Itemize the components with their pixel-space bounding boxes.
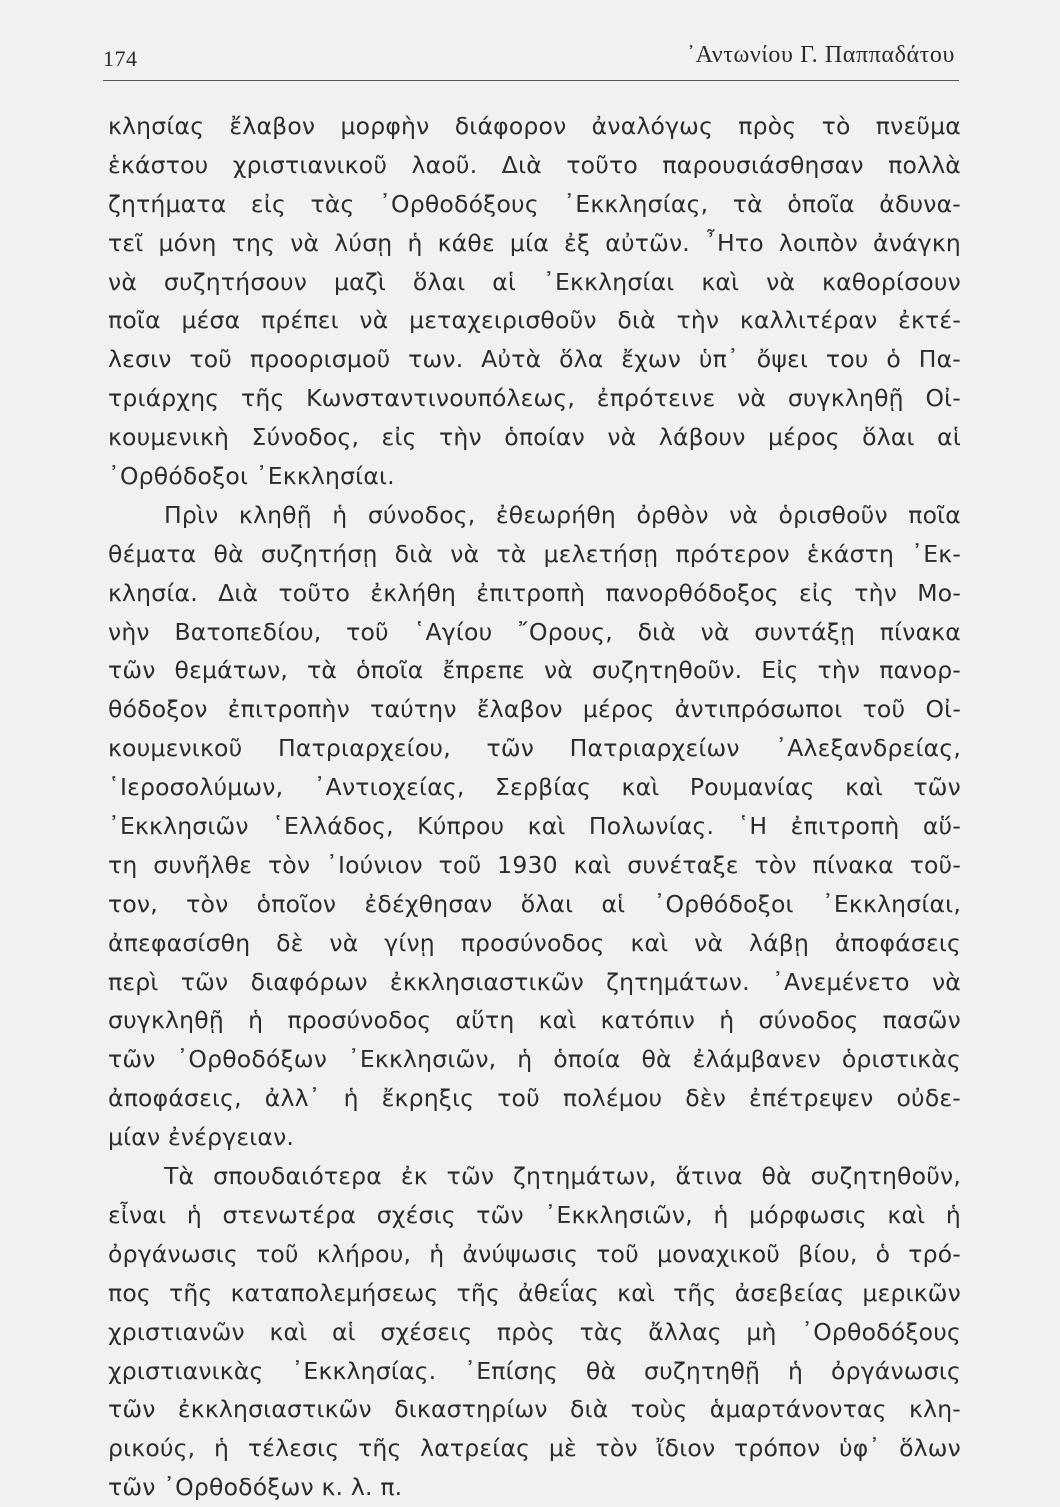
text-line: ποῖα μέσα πρέπει νὰ μεταχειρισθοῦν διὰ τὴν καλλιτέραν ἐκτέ- — [108, 306, 961, 335]
text-line: θέματα θὰ συζητήσῃ διὰ νὰ τὰ μελετήσῃ πρότερον ἑκάστη ᾿Εκ- — [108, 539, 961, 568]
text-line: τῶν ᾿Ορθοδόξων κ. λ. π. — [108, 1473, 403, 1502]
page-header — [103, 40, 955, 76]
text-line: τη συνῆλθε τὸν ᾿Ιούνιον τοῦ 1930 καὶ συνέταξε τὸν πίνακα τοῦ- — [108, 850, 961, 879]
page-number: 174 — [103, 46, 138, 71]
text-line: Τὰ σπουδαιότερα ἐκ τῶν ζητημάτων, ἅτινα θὰ συζητηθοῦν, — [164, 1162, 961, 1191]
text-line: ἀποφάσεις, ἀλλ᾿ ἡ ἔκρηξις τοῦ πολέμου δὲν ἐπέτρεψεν οὐδε- — [108, 1084, 961, 1113]
text-line: πος τῆς καταπολεμήσεως τῆς ἀθεΐας καὶ τῆς ἀσεβείας μερικῶν — [108, 1278, 961, 1307]
text-line: λεσιν τοῦ προορισμοῦ των. Αὐτὰ ὅλα ἔχων ὑπ᾿ ὄψει του ὁ Πα- — [108, 345, 961, 374]
text-line: ἀπεφασίσθη δὲ νὰ γίνῃ προσύνοδος καὶ νὰ λάβῃ ἀποφάσεις — [108, 928, 961, 957]
text-line: χριστιανῶν καὶ αἱ σχέσεις πρὸς τὰς ἄλλας μὴ ᾿Ορθοδόξους — [108, 1317, 961, 1346]
text-line: κουμενικοῦ Πατριαρχείου, τῶν Πατριαρχείων ᾿Αλεξανδρείας, — [108, 734, 961, 763]
text-line: εἶναι ἡ στενωτέρα σχέσις τῶν ᾿Εκκλησιῶν, ἡ μόρφωσις καὶ ἡ — [108, 1200, 961, 1229]
text-line: τεῖ μόνη της νὰ λύσῃ ἡ κάθε μία ἐξ αὐτῶν. ῏Ητο λοιπὸν ἀνάγκη — [108, 228, 961, 257]
text-line: περὶ τῶν διαφόρων ἐκκλησιαστικῶν ζητημάτων. ᾿Ανεμένετο νὰ — [108, 967, 961, 996]
text-line: τῶν θεμάτων, τὰ ὁποῖα ἔπρεπε νὰ συζητηθοῦν. Εἰς τὴν πανορ- — [108, 656, 961, 685]
text-line: νὰ συζητήσουν μαζὶ ὅλαι αἱ ᾿Εκκλησίαι καὶ νὰ καθορίσουν — [108, 267, 961, 296]
text-line: κλησία. Διὰ τοῦτο ἐκλήθη ἐπιτροπὴ πανορθόδοξος εἰς τὴν Μο- — [108, 578, 961, 607]
text-line: Πρὶν κληθῇ ἡ σύνοδος, ἐθεωρήθη ὀρθὸν νὰ ὁρισθοῦν ποῖα — [164, 500, 961, 529]
text-line: συγκληθῇ ἡ προσύνοδος αὕτη καὶ κατόπιν ἡ σύνοδος πασῶν — [108, 1006, 961, 1035]
text-line: τον, τὸν ὁποῖον ἐδέχθησαν ὅλαι αἱ ᾿Ορθόδοξοι ᾿Εκκλησίαι, — [108, 889, 961, 918]
running-head: ᾿Αντωνίου Γ. Παππαδάτου — [687, 42, 955, 68]
text-line: ῾Ιεροσολύμων, ᾿Αντιοχείας, Σερβίας καὶ Ρουμανίας καὶ τῶν — [108, 773, 961, 802]
text-line: ὀργάνωσις τοῦ κλήρου, ἡ ἀνύψωσις τοῦ μοναχικοῦ βίου, ὁ τρό- — [108, 1239, 961, 1268]
text-line: νὴν Βατοπεδίου, τοῦ ῾Αγίου ῎Ορους, διὰ νὰ συντάξῃ πίνακα — [108, 617, 961, 646]
text-line: μίαν ἐνέργειαν. — [108, 1123, 295, 1152]
text-line: χριστιανικὰς ᾿Εκκλησίας. ᾿Επίσης θὰ συζητηθῇ ἡ ὀργάνωσις — [108, 1356, 961, 1385]
text-line: τῶν ἐκκλησιαστικῶν δικαστηρίων διὰ τοὺς ἁμαρτάνοντας κλη- — [108, 1395, 961, 1424]
text-line: ᾿Ορθόδοξοι ᾿Εκκλησίαι. — [108, 462, 395, 491]
text-line: κλησίας ἔλαβον μορφὴν διάφορον ἀναλόγως πρὸς τὸ πνεῦμα — [108, 112, 961, 140]
text-line: ἑκάστου χριστιανικοῦ λαοῦ. Διὰ τοῦτο παρουσιάσθησαν πολλὰ — [108, 150, 961, 179]
text-line: τριάρχης τῆς Κωνσταντινουπόλεως, ἐπρότεινε νὰ συγκληθῇ Οἰ- — [108, 384, 961, 413]
text-line: κουμενικὴ Σύνοδος, εἰς τὴν ὁποίαν νὰ λάβουν μέρος ὅλαι αἱ — [108, 423, 961, 452]
text-line: θόδοξον ἐπιτροπὴν ταύτην ἔλαβον μέρος ἀντιπρόσωποι τοῦ Οἰ- — [108, 695, 961, 724]
text-line: ᾿Εκκλησιῶν ῾Ελλάδος, Κύπρου καὶ Πολωνίας. ῾Η ἐπιτροπὴ αὕ- — [108, 812, 961, 841]
text-line: τῶν ᾿Ορθοδόξων ᾿Εκκλησιῶν, ἡ ὁποία θὰ ἐλάμβανεν ὁριστικὰς — [108, 1045, 961, 1074]
body-text — [108, 107, 961, 1507]
text-line: ζητήματα εἰς τὰς ᾿Ορθοδόξους ᾿Εκκλησίας, τὰ ὁποῖα ἀδυνα- — [108, 189, 961, 218]
text-line: ρικούς, ἡ τέλεσις τῆς λατρείας μὲ τὸν ἴδιον τρόπον ὑφ᾿ ὅλων — [108, 1434, 961, 1463]
header-rule — [103, 80, 959, 81]
